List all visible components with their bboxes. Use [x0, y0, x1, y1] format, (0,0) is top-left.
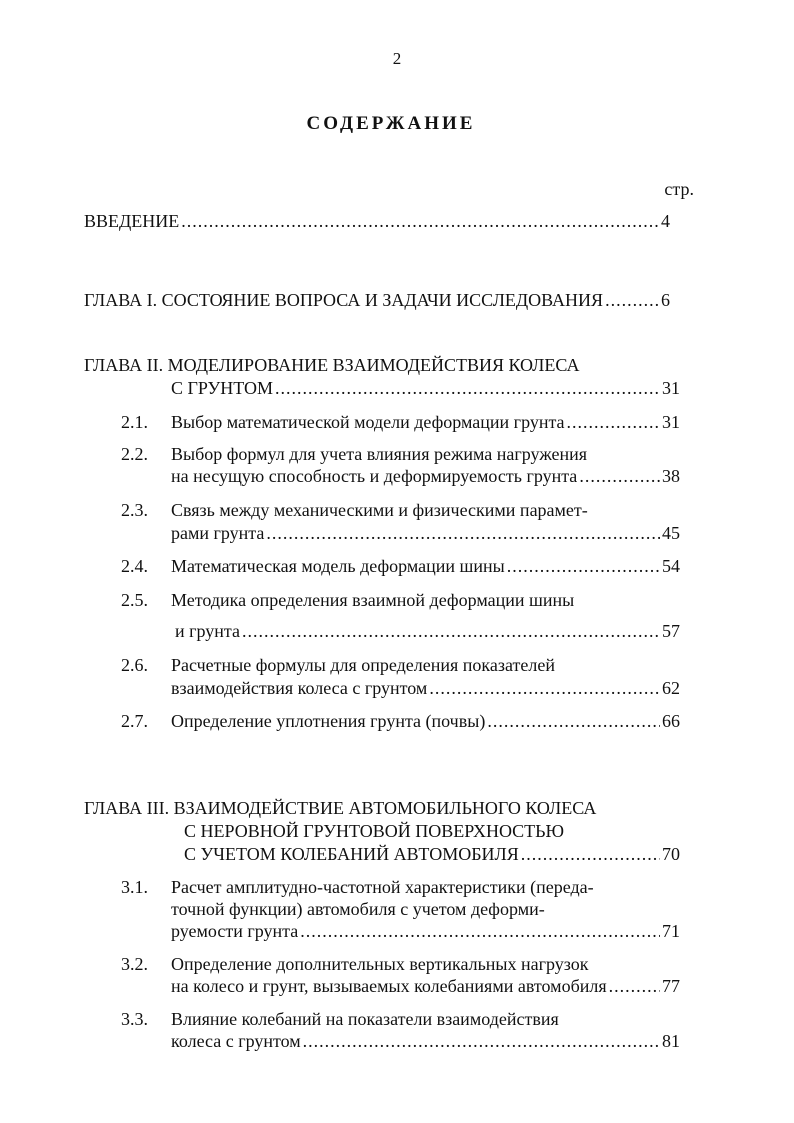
- section-number: 2.7.: [121, 711, 148, 731]
- toc-page: 6: [661, 290, 670, 310]
- toc-entry-3-3[interactable]: [171, 1031, 680, 1052]
- dot-leader: [487, 711, 660, 732]
- toc-page: 38: [662, 466, 680, 486]
- toc-entry-2-6[interactable]: [171, 678, 680, 699]
- dot-leader: [521, 844, 660, 865]
- toc-entry-2-1[interactable]: [171, 412, 680, 433]
- toc-entry-2-5[interactable]: [175, 621, 680, 642]
- toc-label: взаимодействия колеса с грунтом: [171, 678, 428, 698]
- section-number: 2.2.: [121, 444, 148, 464]
- toc-entry-2-4[interactable]: [171, 556, 680, 577]
- section-number: 2.4.: [121, 556, 148, 576]
- dot-leader: [266, 523, 660, 544]
- toc-label-line: Выбор формул для учета влияния режима нагружения: [171, 444, 588, 464]
- toc-entry-intro[interactable]: [84, 211, 670, 232]
- toc-page: 77: [662, 976, 680, 996]
- toc-entry-2-7[interactable]: [171, 711, 680, 732]
- toc-page: 31: [662, 412, 680, 432]
- toc-page: 45: [662, 523, 680, 543]
- toc-page: 54: [662, 556, 680, 576]
- dot-leader: [609, 976, 660, 997]
- page-column-label: стр.: [664, 179, 694, 199]
- toc-entry-2-2[interactable]: [171, 466, 680, 487]
- toc-entry-chapter-3[interactable]: [184, 844, 680, 865]
- toc-label-line: Связь между механическими и физическими парамет-: [171, 500, 588, 520]
- toc-label: Выбор математической модели деформации грунта: [171, 412, 565, 432]
- section-number: 3.1.: [121, 877, 148, 897]
- toc-entry-2-3[interactable]: [171, 523, 680, 544]
- toc-entry-chapter-2[interactable]: [171, 378, 680, 399]
- toc-entry-3-2[interactable]: [171, 976, 680, 997]
- toc-label-line: Методика определения взаимной деформации шины: [171, 590, 575, 610]
- toc-page: 66: [662, 711, 680, 731]
- dot-leader: [605, 290, 659, 311]
- toc-label: рами грунта: [171, 523, 265, 543]
- toc-label: С ГРУНТОМ: [171, 378, 273, 398]
- page-title: СОДЕРЖАНИЕ: [306, 113, 476, 134]
- toc-label: руемости грунта: [171, 921, 299, 941]
- toc-label: и грунта: [175, 621, 240, 641]
- chapter-3-heading-line1: ГЛАВА III. ВЗАИМОДЕЙСТВИЕ АВТОМОБИЛЬНОГО КОЛЕСА: [84, 798, 597, 818]
- toc-page: 31: [662, 378, 680, 398]
- toc-label: на несущую способность и деформируемость грунта: [171, 466, 578, 486]
- toc-label-line: точной функции) автомобиля с учетом деформи-: [171, 899, 545, 919]
- toc-label-line: Расчет амплитудно-частотной характеристики (переда-: [171, 877, 594, 897]
- dot-leader: [579, 466, 660, 487]
- page-number: 2: [392, 49, 402, 68]
- toc-label-line: Влияние колебаний на показатели взаимодействия: [171, 1009, 559, 1029]
- toc-entry-chapter-1[interactable]: [84, 290, 670, 311]
- toc-page: 81: [662, 1031, 680, 1051]
- toc-label: колеса с грунтом: [171, 1031, 301, 1051]
- section-number: 3.2.: [121, 954, 148, 974]
- section-number: 2.3.: [121, 500, 148, 520]
- section-number: 3.3.: [121, 1009, 148, 1029]
- dot-leader: [429, 678, 660, 699]
- toc-label-line: Расчетные формулы для определения показателей: [171, 655, 555, 675]
- chapter-2-heading-line1: ГЛАВА II. МОДЕЛИРОВАНИЕ ВЗАИМОДЕЙСТВИЯ КОЛЕСА: [84, 355, 580, 375]
- toc-page: 57: [662, 621, 680, 641]
- toc-entry-3-1[interactable]: [171, 921, 680, 942]
- toc-label-line: Определение дополнительных вертикальных нагрузок: [171, 954, 589, 974]
- chapter-3-heading-line2: С НЕРОВНОЙ ГРУНТОВОЙ ПОВЕРХНОСТЬЮ: [184, 821, 564, 841]
- dot-leader: [242, 621, 660, 642]
- toc-label: Математическая модель деформации шины: [171, 556, 505, 576]
- section-number: 2.6.: [121, 655, 148, 675]
- toc-label: ВВЕДЕНИЕ: [84, 211, 180, 231]
- toc-label: Определение уплотнения грунта (почвы): [171, 711, 486, 731]
- dot-leader: [181, 211, 659, 232]
- dot-leader: [507, 556, 660, 577]
- toc-label: С УЧЕТОМ КОЛЕБАНИЙ АВТОМОБИЛЯ: [184, 844, 519, 864]
- toc-page: 62: [662, 678, 680, 698]
- toc-page: 70: [662, 844, 680, 864]
- toc-label: на колесо и грунт, вызываемых колебаниями автомобиля: [171, 976, 607, 996]
- dot-leader: [567, 412, 660, 433]
- toc-label: ГЛАВА I. СОСТОЯНИЕ ВОПРОСА И ЗАДАЧИ ИССЛЕДОВАНИЯ: [84, 290, 604, 310]
- dot-leader: [275, 378, 660, 399]
- section-number: 2.5.: [121, 590, 148, 610]
- dot-leader: [300, 921, 660, 942]
- toc-page: 4: [661, 211, 670, 231]
- toc-page: 71: [662, 921, 680, 941]
- dot-leader: [303, 1031, 660, 1052]
- section-number: 2.1.: [121, 412, 148, 432]
